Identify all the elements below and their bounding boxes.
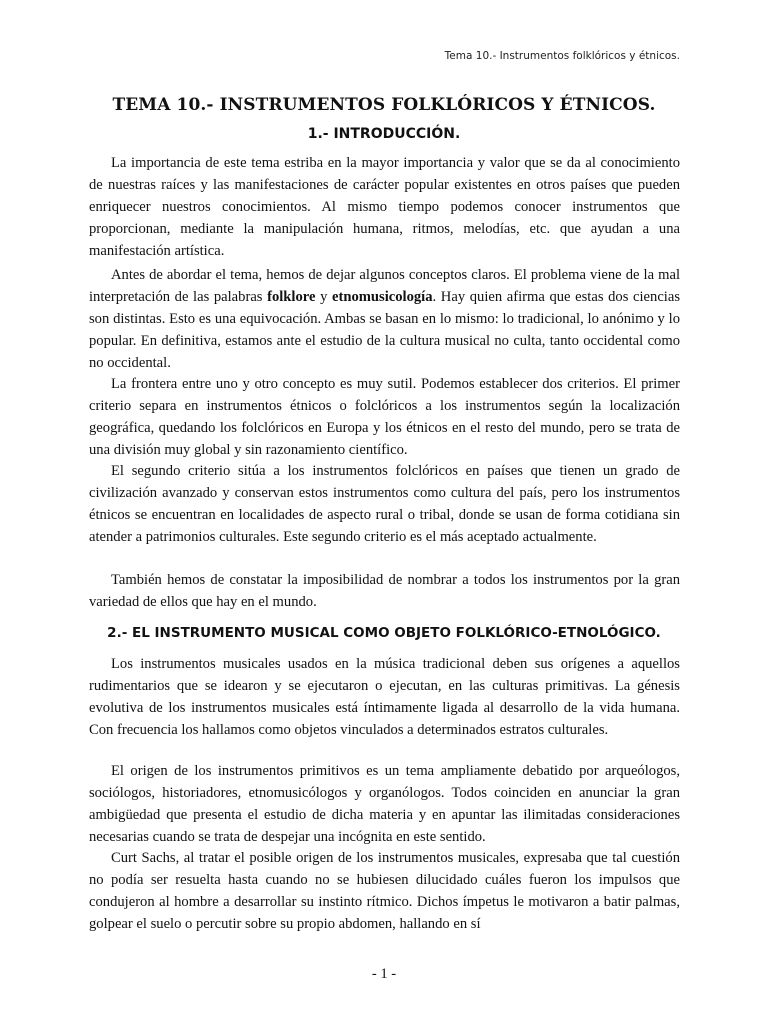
running-header: Tema 10.- Instrumentos folklóricos y étnicos. (444, 50, 680, 62)
paragraph: El segundo criterio sitúa a los instrumentos folclóricos en países que tienen un grado de civilización avanzado y conservan estos instrumentos como cultura del país, pero los instrumentos étnicos se encuentran en localidades de aspecto rural o tribal, donde se usan de forma cotidiana sin atender a patrimonios culturales. Este segundo criterio es el más aceptado actualmente. (89, 463, 680, 545)
paragraph: También hemos de constatar la imposibilidad de nombrar a todos los instrumentos por la gran variedad de ellos que hay en el mundo. (89, 572, 680, 610)
term-folklore: folklore (267, 289, 316, 305)
page-number: - 1 - (371, 966, 397, 982)
section-heading-introduccion: 1.- INTRODUCCIÓN. (307, 126, 461, 142)
paragraph: Antes de abordar el tema, hemos de dejar algunos conceptos claros. El problema viene de la mal interpretación de las palabras folklore y etnomusicología. Hay quien afirma que estas dos ciencias son distintas. Esto es una equivocación. Ambas se basan en lo mismo: lo tradicional, lo anónimo y lo popular. En definitiva, estamos ante el estudio de la cultura musical no culta, tanto occidental como no occidental. (89, 267, 681, 371)
paragraph: La frontera entre uno y otro concepto es muy sutil. Podemos establecer dos criterios. El primer criterio separa en instrumentos étnicos o folclóricos a los instrumentos según la localización geográfica, quedando los folclóricos en Europa y los étnicos en el resto del mundo, pero se trata de una división muy global y sin razonamiento científico. (89, 376, 680, 458)
term-etnomusicologia: etnomusicología (332, 289, 433, 305)
paragraph: Curt Sachs, al tratar el posible origen de los instrumentos musicales, expresaba que tal cuestión no podía ser resuelta hasta cuando no se hubiesen dilucidado cuáles fueron los impulsos que condujeron al hombre a desarrollar su instinto rítmico. Dichos ímpetus le motivaron a batir palmas, golpear el suelo o percutir sobre su propio abdomen, hallando en sí (89, 850, 680, 932)
paragraph: La importancia de este tema estriba en la mayor importancia y valor que se da al conocimiento de nuestras raíces y las manifestaciones de carácter popular existentes en otros países que pueden enriquecer nuestros conocimientos. Al mismo tiempo podemos conocer instrumentos que proporcionan, mediante la manipulación humana, ritmos, melodías, etc. que ayudan a una manifestación artística. (89, 155, 680, 259)
document-title: TEMA 10.- INSTRUMENTOS FOLKLÓRICOS Y ÉTNICOS. (112, 95, 656, 115)
paragraph: Los instrumentos musicales usados en la música tradicional deben sus orígenes a aquellos rudimentarios que se idearon y se ejecutaron o ejecutan, en las culturas primitivas. La génesis evolutiva de los instrumentos musicales está íntimamente ligada al desarrollo de la vida humana. Con frecuencia los hallamos como objetos vinculados a determinados estratos culturales. (89, 656, 680, 738)
section-heading-instrumento-musical: 2.- EL INSTRUMENTO MUSICAL COMO OBJETO FOLKLÓRICO-ETNOLÓGICO. (107, 625, 661, 641)
paragraph: El origen de los instrumentos primitivos es un tema ampliamente debatido por arqueólogos, sociólogos, historiadores, etnomusicólogos y organólogos. Todos coinciden en anunciar la gran ambigüedad que presenta el estudio de dicha materia y en apuntar las ilimitadas consideraciones necesarias cuando se trata de despejar una incógnita en este sentido. (89, 763, 680, 845)
